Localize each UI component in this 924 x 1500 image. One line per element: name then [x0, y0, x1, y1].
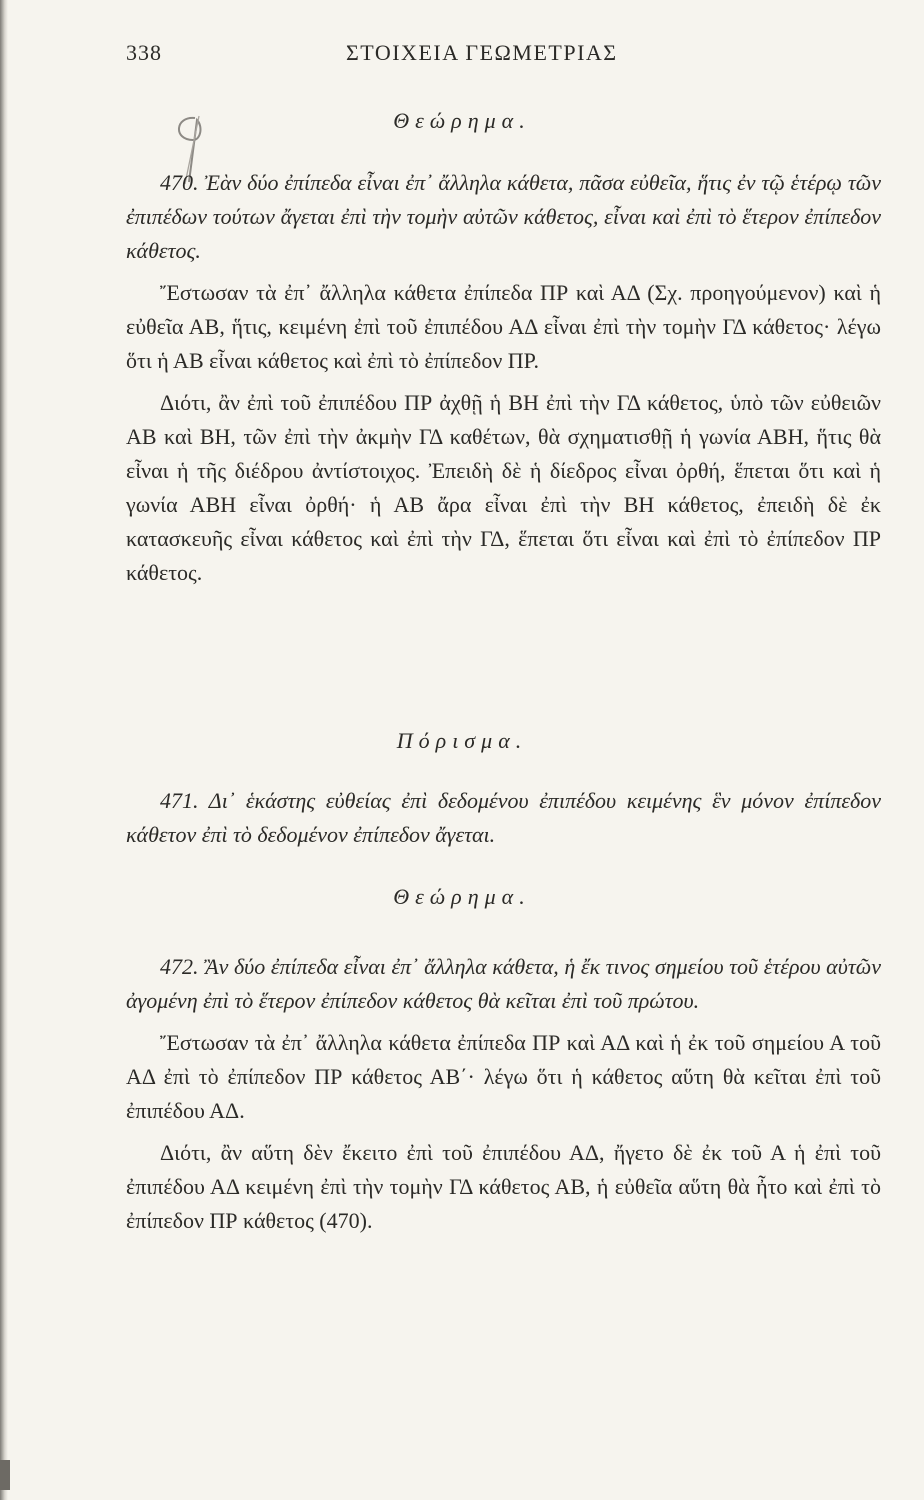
- theorem-470-proof: Διότι, ἂν ἐπὶ τοῦ ἐπιπέδου ΠΡ ἀχθῇ ἡ ΒΗ ἐπὶ τὴν ΓΔ κάθετος, ὑπὸ τῶν εὐθειῶν ΑΒ καὶ ΒΗ, τῶν ἐπὶ τὴν ἀκμὴν ΓΔ καθέτων, θὰ σχηματισθῇ ἡ γωνία ΑΒΗ, ἥτις θὰ εἶναι ἡ τῆς διέδρου ἀντίστοιχος. Ἐπειδὴ δὲ ἡ δίεδρος εἶναι ὀρθή, ἕπεται ὅτι καὶ ἡ γωνία ΑΒΗ εἶναι ὀρθή· ἡ ΑΒ ἄρα εἶναι ἐπὶ τὴν ΒΗ κάθετος, ἐπειδὴ δὲ ἐκ κατασκευῆς εἶναι κάθετος καὶ ἐπὶ τὴν ΓΔ, ἕπεται ὅτι εἶναι καὶ ἐπὶ τὸ ἐπίπεδον ΠΡ κάθετος.: [126, 390, 881, 585]
- theorem-470-setup: Ἔστωσαν τὰ ἐπ᾿ ἄλληλα κάθετα ἐπίπεδα ΠΡ καὶ ΑΔ (Σχ. προηγούμενον) καὶ ἡ εὐθεῖα ΑΒ, ἥτις, κειμένη ἐπὶ τοῦ ἐπιπέδου ΑΔ εἶναι ἐπὶ τὴν τομὴν ΓΔ κάθετος· λέγω ὅτι ἡ ΑΒ εἶναι κάθετος καὶ ἐπὶ τὸ ἐπίπεδον ΠΡ.: [126, 280, 881, 373]
- proposition-470: [126, 166, 881, 598]
- theorem-472-setup: Ἔστωσαν τὰ ἐπ᾿ ἄλληλα κάθετα ἐπίπεδα ΠΡ καὶ ΑΔ καὶ ἡ ἐκ τοῦ σημείου Α τοῦ ΑΔ ἐπὶ τὸ ἐπίπεδον ΠΡ κάθετος ΑΒ΄· λέγω ὅτι ἡ κάθετος αὕτη θὰ κεῖται ἐπὶ τοῦ ἐπιπέδου ΑΔ.: [126, 1030, 881, 1123]
- proposition-472: [126, 950, 881, 1246]
- theorem-470-statement: 470. Ἐὰν δύο ἐπίπεδα εἶναι ἐπ᾿ ἄλληλα κάθετα, πᾶσα εὐθεῖα, ἥτις ἐν τῷ ἑτέρῳ τῶν ἐπιπέδων τούτων ἄγεται ἐπὶ τὴν τομὴν αὐτῶν κάθετος, εἶναι καὶ ἐπὶ τὸ ἕτερον ἐπίπεδον κάθετος.: [126, 170, 881, 263]
- corollary-471: [126, 784, 881, 860]
- theorem-heading-2: Θεώρημα.: [393, 884, 531, 909]
- corollary-heading: Πόρισμα.: [396, 728, 528, 753]
- theorem-472-statement: 472. Ἂν δύο ἐπίπεδα εἶναι ἐπ᾿ ἄλληλα κάθετα, ἡ ἔκ τινος σημείου τοῦ ἑτέρου αὐτῶν ἀγομένη ἐπὶ τὸ ἕτερον ἐπίπεδον κάθετος θὰ κεῖται ἐπὶ τοῦ πρώτου.: [126, 954, 881, 1013]
- theorem-heading: Θεώρημα.: [393, 108, 531, 133]
- scan-edge-mark: [0, 1460, 10, 1490]
- corollary-471-statement: 471. Δι᾿ ἑκάστης εὐθείας ἐπὶ δεδομένου ἐπιπέδου κειμένης ἓν μόνον ἐπίπεδον κάθετον ἐπὶ τὸ δεδομένον ἐπίπεδον ἄγεται.: [126, 788, 881, 847]
- page-number: 338: [126, 40, 162, 65]
- theorem-472-proof: Διότι, ἂν αὕτη δὲν ἔκειτο ἐπὶ τοῦ ἐπιπέδου ΑΔ, ἤγετο δὲ ἐκ τοῦ Α ἡ ἐπὶ τοῦ ἐπιπέδου ΑΔ κειμένη ἐπὶ τὴν τομὴν ΓΔ κάθετος ΑΒ, ἡ εὐθεῖα αὕτη θὰ ἦτο καὶ ἐπὶ τὸ ἐπίπεδον ΠΡ κάθετος (470).: [126, 1140, 881, 1233]
- running-title: ΣΤΟΙΧΕΙΑ ΓΕΩΜΕΤΡΙΑΣ: [346, 40, 618, 65]
